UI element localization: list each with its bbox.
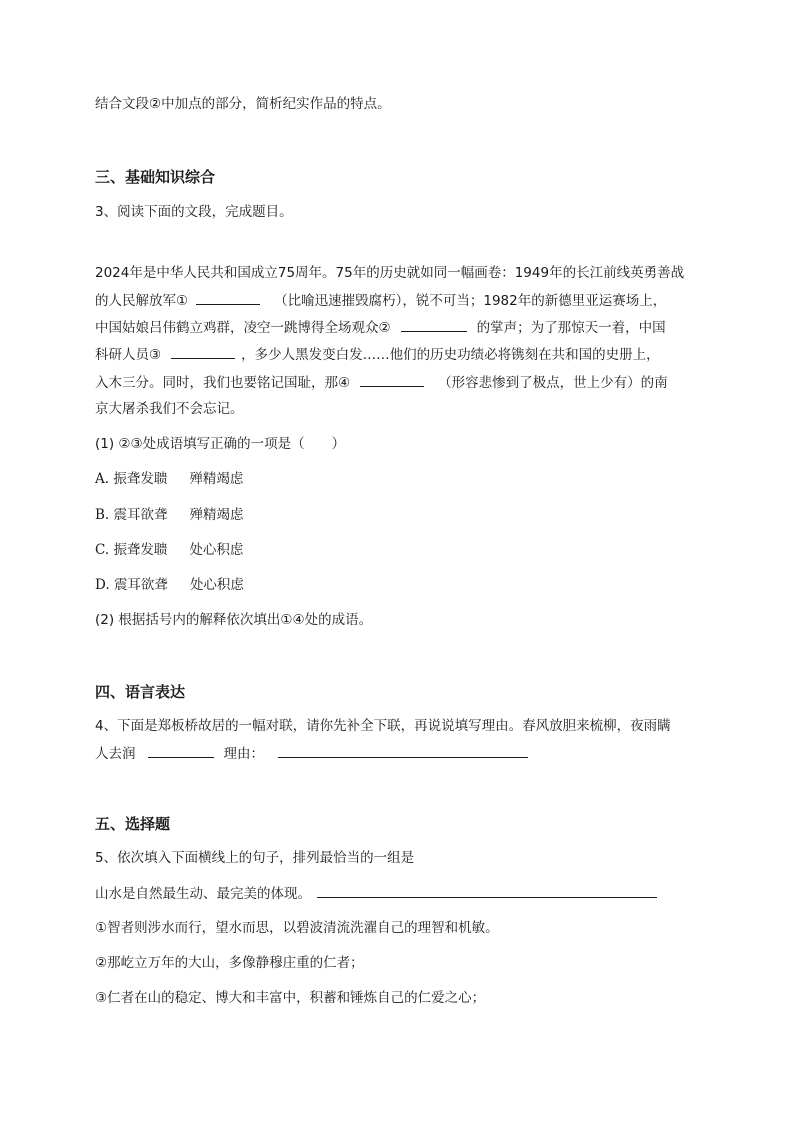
option-a[interactable] bbox=[95, 469, 243, 489]
option-c-word-2: 处心积虑 bbox=[189, 542, 244, 558]
passage-line-4 bbox=[95, 344, 660, 365]
passage-text-3a: 中国姑娘吕伟鹤立鸡群，凌空一跳博得全场观众② bbox=[95, 320, 391, 336]
blank-2[interactable] bbox=[401, 317, 467, 332]
passage-text-5b: （形容悲惨到了极点，世上少有）的南 bbox=[438, 375, 668, 391]
option-a-word-2: 殚精竭虑 bbox=[189, 471, 244, 487]
blank-1[interactable] bbox=[196, 290, 260, 305]
q5-stem bbox=[95, 883, 661, 904]
q3-intro: 3、阅读下面的文段，完成题目。 bbox=[95, 204, 293, 220]
q4-reason-label: 理由： bbox=[223, 746, 264, 762]
passage-line-2 bbox=[95, 290, 666, 311]
section3-heading: 三、基础知识综合 bbox=[95, 168, 216, 186]
q4-line-2 bbox=[95, 743, 532, 764]
sub-question-1: (1) ②③处成语填写正确的一项是（ ） bbox=[95, 436, 346, 452]
option-d-word-2: 处心积虑 bbox=[189, 577, 244, 593]
option-a-word-1: 振聋发聩 bbox=[113, 471, 168, 487]
passage-line-5 bbox=[95, 372, 668, 393]
passage-text-4a: 科研人员③ bbox=[95, 347, 162, 363]
passage-line-1 bbox=[95, 263, 684, 283]
blank-4[interactable] bbox=[360, 372, 424, 387]
option-c-word-1: 振聋发聩 bbox=[113, 542, 168, 558]
option-a-letter: A. bbox=[95, 471, 110, 487]
passage-line-6: 京大屠杀我们不会忘记。 bbox=[95, 401, 244, 417]
option-d-word-1: 震耳欲聋 bbox=[113, 577, 168, 593]
option-d-letter: D. bbox=[95, 577, 110, 593]
option-d[interactable] bbox=[95, 575, 244, 595]
q4-text-2a: 人去润 bbox=[95, 746, 136, 762]
option-b-letter: B. bbox=[95, 507, 110, 523]
couplet-blank[interactable] bbox=[148, 743, 214, 758]
option-b[interactable] bbox=[95, 505, 244, 525]
sub-question-2: (2) 根据括号内的解释依次填出①④处的成语。 bbox=[95, 612, 373, 628]
passage-text-2b: （比喻迅速摧毁腐朽），锐不可当；1982年的新德里亚运赛场上， bbox=[274, 293, 667, 309]
section5-heading: 五、选择题 bbox=[95, 815, 171, 833]
q4-line-1: 4、下面是郑板桥故居的一幅对联，请你先补全下联，再说说填写理由。春风放胆来梳柳，夜雨瞒 bbox=[95, 718, 671, 734]
q5-question: 5、依次填入下面横线上的句子，排列最恰当的一组是 bbox=[95, 850, 415, 866]
passage-line-3 bbox=[95, 317, 666, 338]
top-question-text: 结合文段②中加点的部分，简析纪实作品的特点。 bbox=[95, 96, 391, 112]
reason-blank[interactable] bbox=[278, 743, 528, 758]
blank-3[interactable] bbox=[171, 344, 235, 359]
option-c-letter: C. bbox=[95, 542, 110, 558]
q5-stem-blank[interactable] bbox=[317, 883, 657, 898]
passage-text-4b: ，多少人黑发变白发……他们的历史功绩必将镌刻在共和国的史册上， bbox=[241, 347, 660, 363]
passage-text-3b: 的掌声；为了那惊天一着，中国 bbox=[476, 320, 666, 336]
option-b-word-2: 殚精竭虑 bbox=[189, 507, 244, 523]
passage-text-5a: 入木三分。同时，我们也要铭记国耻，那④ bbox=[95, 375, 351, 391]
option-c[interactable] bbox=[95, 540, 243, 560]
option-b-word-1: 震耳欲聋 bbox=[113, 507, 168, 523]
q5-stem-text: 山水是自然最生动、最完美的体现。 bbox=[95, 886, 311, 902]
passage-text-1: 2024年是中华人民共和国成立75周年。75年的历史就如同一幅画卷：1949年的长江前线英勇善战 bbox=[95, 265, 685, 281]
section4-heading: 四、语言表达 bbox=[95, 683, 186, 701]
q5-item-3: ③仁者在山的稳定、博大和丰富中，积蓄和锤炼自己的仁爱之心； bbox=[95, 990, 486, 1006]
q5-item-2: ②那屹立万年的大山，多像静穆庄重的仁者； bbox=[95, 955, 364, 971]
passage-text-2a: 的人民解放军① bbox=[95, 293, 189, 309]
q5-item-1: ①智者则涉水而行，望水而思，以碧波清流洗濯自己的理智和机敏。 bbox=[95, 920, 499, 936]
